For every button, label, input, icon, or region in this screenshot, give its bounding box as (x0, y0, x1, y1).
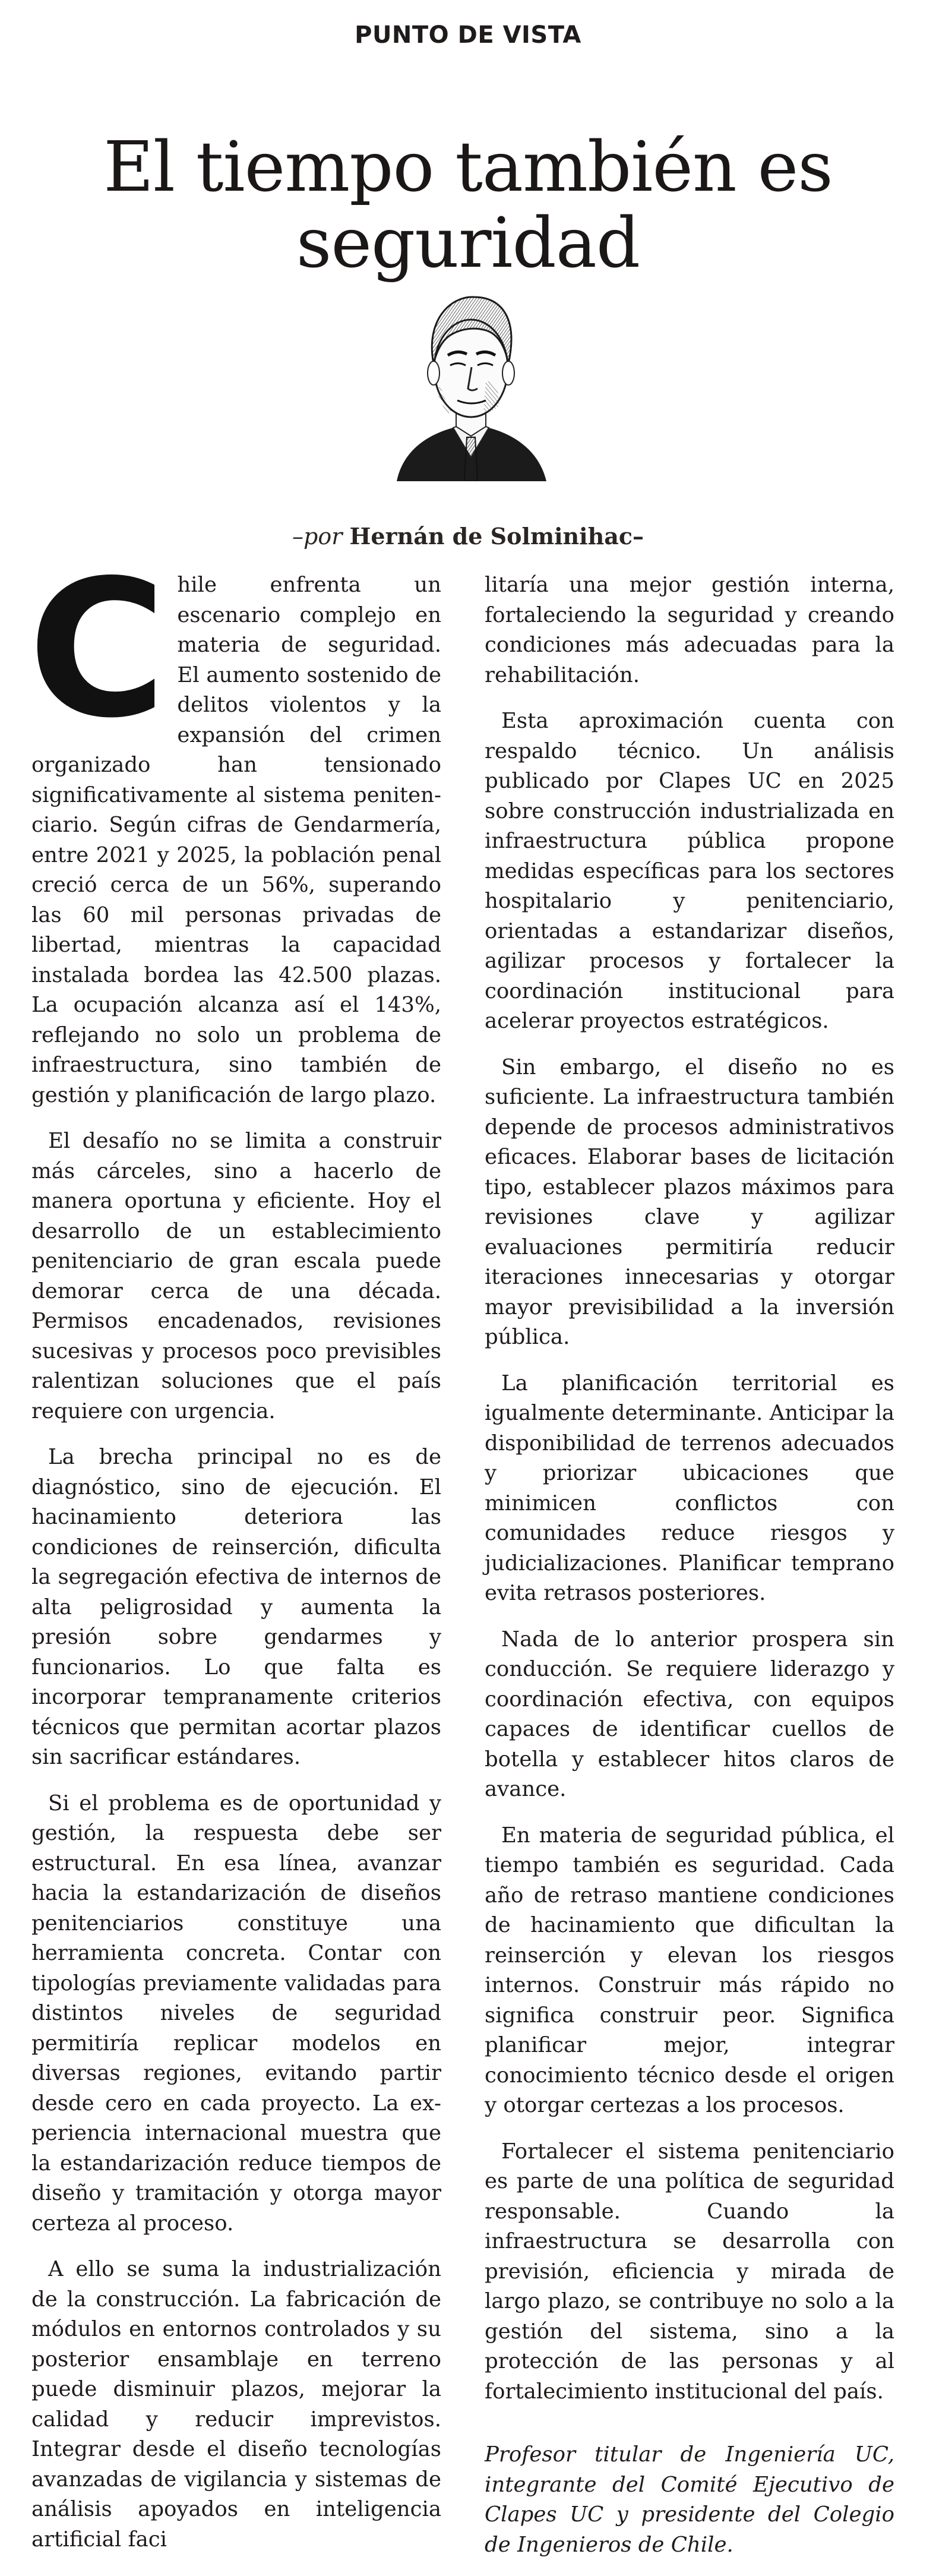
article-paragraph: litaría una mejor gestión interna, fortaleciendo la seguridad y creando condiciones más adecuadas para la rehabilitación. (485, 573, 894, 687)
article-paragraph: En materia de seguridad pública, el tiempo también es seguridad. Cada año de retraso mantiene condiciones de hacinamiento que dificultan la reinserción y elevan los riesgos internos. Construir más rápido no significa construir peor. Significa planificar mejor, integrar conocimiento técnico desde el origen y otorgar certezas a los procesos. (485, 1823, 894, 2117)
dropcap: C (28, 539, 167, 759)
article-paragraph: Chile enfrenta un escenario complejo en materia de seguridad. El aumento sostenido de delitos violentos y la expansión del crimen organizado han tensionado significativamente al sistema penitenciario. Según cifras de Gendarmería, entre 2021 y 2025, la población penal creció cerca de un 56%, superando las 60 mil personas privadas de libertad, mientras la capacidad instalada bordea las 42.500 plazas. La ocupación alcanza así el 143%, reflejando no solo un problema de infraestructura, sino también de gestión y planificación de largo plazo. (28, 539, 441, 1107)
byline-author: Hernán de Solminihac– (349, 523, 644, 550)
article-paragraph: Si el problema es de oportunidad y gestión, la respuesta debe ser estructural. En esa línea, avanzar hacia la estandarización de diseños penitenciarios constituye una herramienta concreta. Contar con tipologías previamente validadas para distintos niveles de seguridad permitiría replicar modelos en diversas regiones, evitando partir desde cero en cada proyecto. La experiencia internacional muestra que la estandarización reduce tiempos de diseño y tramitación y otorga mayor certeza al proceso. (31, 1791, 441, 2236)
article-paragraph: La brecha principal no es de diagnóstico, sino de ejecución. El hacinamiento deteriora las condiciones de reinserción, dificulta la segregación efectiva de internos de alta peligrosidad y aumenta la presión sobre gendarmes y funcionarios. Lo que falta es incorporar tempranamente criterios técnicos que permitan acortar plazos sin sacrificar estándares. (31, 1445, 441, 1769)
article-paragraph: Fortalecer el sistema penitenciario es parte de una política de seguridad responsable. Cuando la infraestructura se desarrolla con previsión, eficiencia y mirada de largo plazo, se contribuye no solo a la gestión del sistema, sino a la protección de las personas y al fortalecimiento institucional del país. (485, 2139, 894, 2404)
article-column-left (28, 539, 441, 2571)
author-bio: Profesor titular de Ingeniería UC, integrante del Comité Ejecutivo de Clapes UC y presidente del Colegio de Ingenieros de Chile. (485, 2442, 894, 2557)
byline-prefix: –por (292, 523, 343, 550)
author-portrait (391, 279, 551, 481)
article-paragraph: A ello se suma la industrialización de la construcción. La fabricación de módulos en entornos controlados y su posterior ensamblaje en terreno puede disminuir plazos, mejorar la calidad y reducir imprevistos. Integrar desde el diseño tecnologías avanzadas de vigilancia y sistemas de análisis apoyados en inteligencia artificial faci (31, 2257, 441, 2552)
article-paragraph: El desafío no se limita a construir más cárceles, sino a hacerlo de manera oportuna y eficiente. Hoy el desarrollo de un establecimiento penitenciario de gran escala puede demorar cerca de una década. Permisos encadenados, revisiones sucesivas y procesos poco previsibles ralentizan soluciones que el país requiere con urgencia. (31, 1129, 441, 1423)
article-paragraph: Nada de lo anterior prospera sin conducción. Se requiere liderazgo y coordinación efectiva, con equipos capaces de identificar cuellos de botella y establecer hitos claros de avance. (485, 1627, 894, 1801)
article-paragraph: La planificación territorial es igualmente determinante. Anticipar la disponibilidad de terrenos adecuados y priorizar ubicaciones que minimicen conflictos con comunidades reduce riesgos y judicializaciones. Planificar temprano evita retrasos posteriores. (485, 1371, 894, 1605)
headline: El tiempo también es seguridad (103, 127, 833, 283)
article-paragraph: Esta aproximación cuenta con respaldo técnico. Un análisis publicado por Clapes UC en 2025 sobre construcción industrializada en infraestructura pública propone medidas específicas para los sectores hospitalario y penitenciario, orientadas a estandarizar diseños, agilizar procesos y fortalecer la coordinación institucional para acelerar proyectos estratégicos. (485, 709, 894, 1033)
article-column-right (485, 570, 894, 2576)
section-label: PUNTO DE VISTA (355, 21, 581, 49)
article-paragraph: Sin embargo, el diseño no es suficiente. La infraestructura también depende de procesos administrativos eficaces. Elaborar bases de licitación tipo, establecer plazos máximos para revisiones clave y agilizar evaluaciones permitiría reducir iteraciones innecesarias y otorgar mayor previsibilidad a la inversión pública. (485, 1055, 894, 1349)
